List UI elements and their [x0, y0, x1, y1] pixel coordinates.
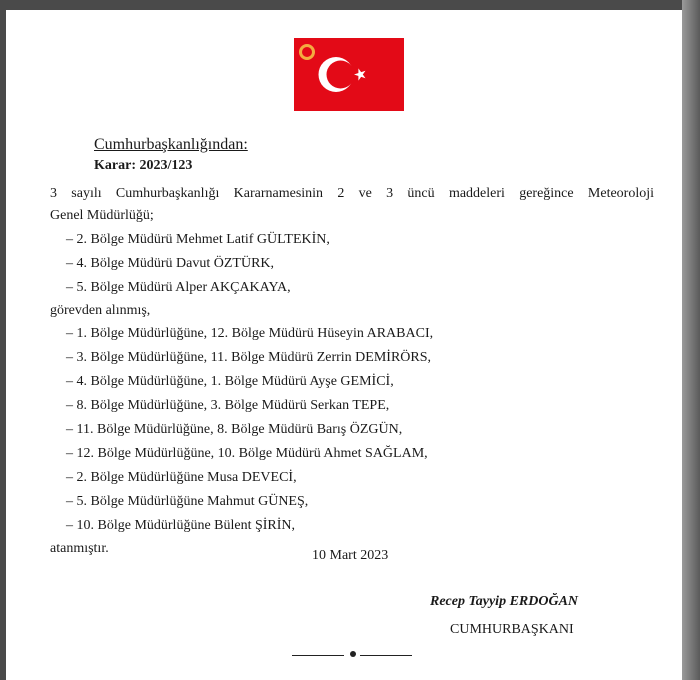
appointed-item: – 3. Bölge Müdürlüğüne, 11. Bölge Müdürü Zerrin DEMİRÖRS,	[66, 350, 432, 365]
issuer-heading: Cumhurbaşkanlığından:	[94, 136, 248, 153]
appointed-item: – 2. Bölge Müdürlüğüne Musa DEVECİ,	[66, 470, 297, 485]
page-edge-shadow	[682, 0, 700, 680]
intro-line: Genel Müdürlüğü;	[50, 208, 154, 223]
dismissed-item: – 5. Bölge Müdürü Alper AKÇAKAYA,	[66, 280, 291, 295]
appointed-item: – 10. Bölge Müdürlüğüne Bülent ŞİRİN,	[66, 518, 296, 533]
appointed-item: – 8. Bölge Müdürlüğüne, 3. Bölge Müdürü Serkan TEPE,	[66, 398, 390, 413]
dismissed-label: görevden alınmış,	[50, 303, 151, 318]
turkish-flag-icon	[294, 38, 404, 111]
decision-number: Karar: 2023/123	[94, 158, 193, 173]
decision-date: 10 Mart 2023	[312, 548, 389, 563]
appointed-item: – 5. Bölge Müdürlüğüne Mahmut GÜNEŞ,	[66, 494, 309, 509]
appointed-item: – 12. Bölge Müdürlüğüne, 10. Bölge Müdürü Ahmet SAĞLAM,	[66, 446, 428, 461]
document-page	[6, 10, 682, 680]
signatory-title: CUMHURBAŞKANI	[450, 622, 574, 637]
appointed-label: atanmıştır.	[50, 541, 109, 556]
signatory-name: Recep Tayyip ERDOĞAN	[430, 594, 579, 609]
appointed-item: – 4. Bölge Müdürlüğüne, 1. Bölge Müdürü Ayşe GEMİCİ,	[66, 374, 394, 389]
dismissed-item: – 4. Bölge Müdürü Davut ÖZTÜRK,	[66, 256, 275, 271]
footer-separator-icon	[292, 648, 412, 662]
dismissed-item: – 2. Bölge Müdürü Mehmet Latif GÜLTEKİN,	[66, 232, 330, 247]
appointed-item: – 11. Bölge Müdürlüğüne, 8. Bölge Müdürü Barış ÖZGÜN,	[66, 422, 403, 437]
intro-line: 3 sayılı Cumhurbaşkanlığı Kararnamesinin 2 ve 3 üncü maddeleri gereğince Meteoroloji	[50, 186, 654, 201]
appointed-item: – 1. Bölge Müdürlüğüne, 12. Bölge Müdürü Hüseyin ARABACI,	[66, 326, 434, 341]
